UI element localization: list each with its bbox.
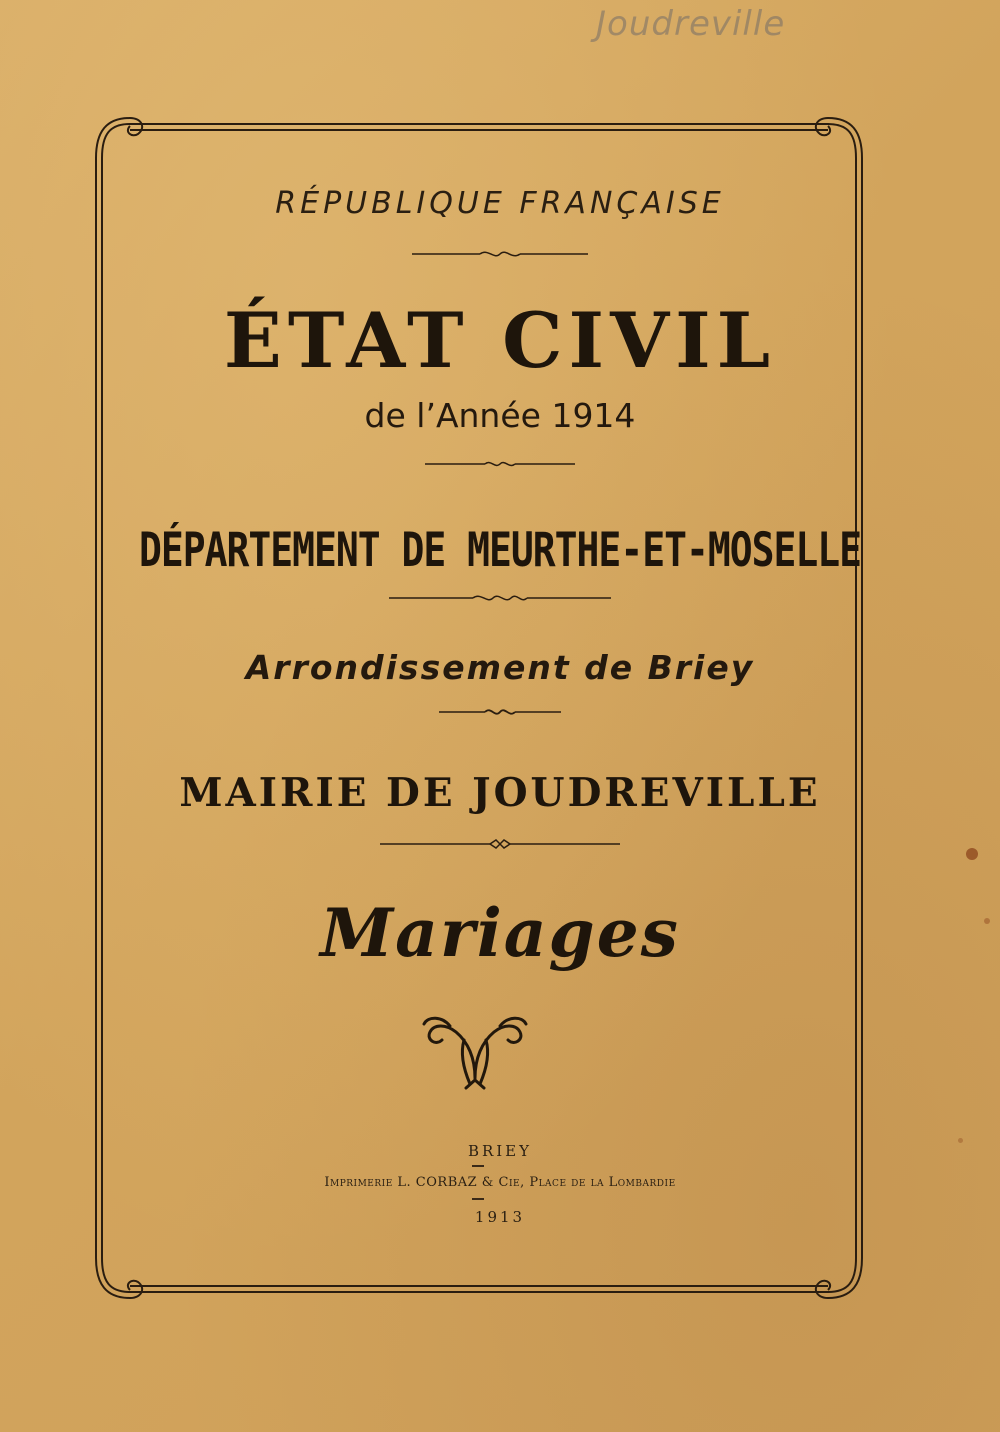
divider-rule xyxy=(0,588,1000,608)
register-title: Mariages xyxy=(320,894,680,972)
divider-rule xyxy=(0,834,1000,854)
decorative-divider-icon xyxy=(378,834,622,854)
imprint-city: BRIEY xyxy=(467,1142,533,1160)
decorative-divider-icon xyxy=(423,454,577,474)
fleuron-icon xyxy=(420,1008,530,1092)
document-title: ÉTAT CIVIL xyxy=(223,296,777,385)
arrondissement-heading: Arrondissement de Briey xyxy=(245,648,755,687)
decorative-divider-icon xyxy=(437,702,563,722)
fleuron-ornament xyxy=(420,1008,530,1092)
republique-heading: RÉPUBLIQUE FRANÇAISE xyxy=(275,186,725,221)
departement-heading: DÉPARTEMENT DE MEURTHE-ET-MOSELLE xyxy=(139,522,861,577)
imprint-year: 1913 xyxy=(474,1208,526,1226)
imprint-separator xyxy=(472,1198,484,1200)
divider-rule xyxy=(0,454,1000,474)
divider-rule xyxy=(0,244,1000,264)
decorative-divider-icon xyxy=(410,244,590,264)
mairie-heading: MAIRIE DE JOUDREVILLE xyxy=(179,770,821,816)
handwritten-note: Joudreville xyxy=(596,4,786,44)
decorative-divider-icon xyxy=(387,588,613,608)
imprint-printer: Imprimerie L. CORBAZ & Cie, Place de la Lombardie xyxy=(324,1175,676,1190)
year-line: de l’Année 1914 xyxy=(364,396,636,435)
imprint-separator xyxy=(472,1165,484,1167)
divider-rule xyxy=(0,702,1000,722)
